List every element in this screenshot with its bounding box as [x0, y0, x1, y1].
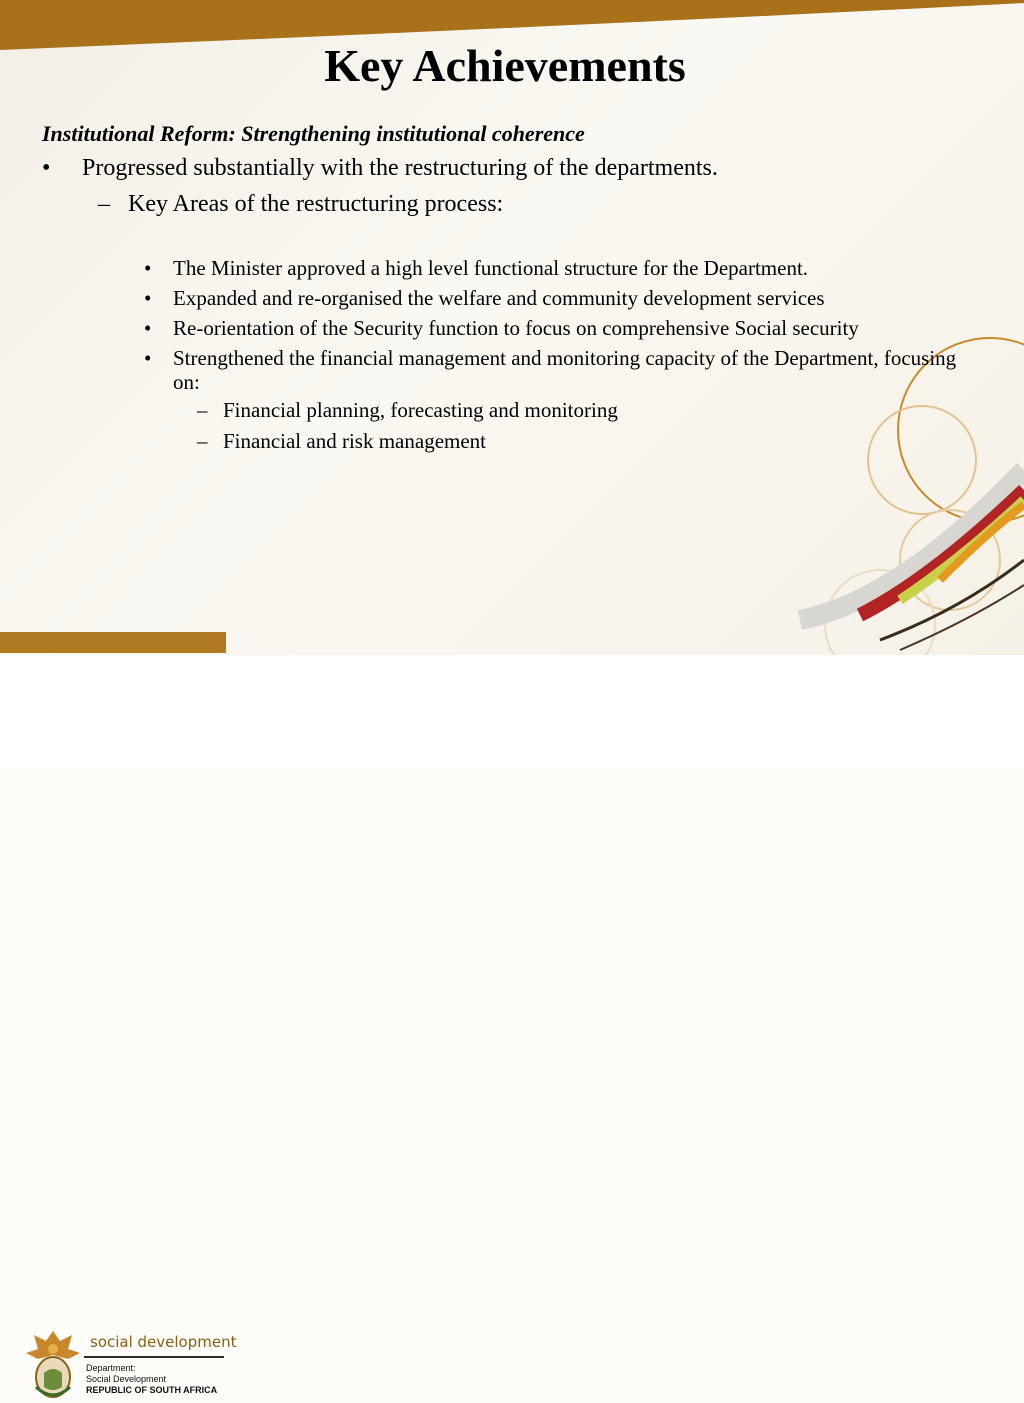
list-item: • Strengthened the financial management and monitoring capacity of the Department, focusing on: – Financial planning, forecasting and monitoring – Financial and risk management	[144, 346, 984, 453]
list-item: – Financial and risk management	[197, 429, 487, 453]
footer	[0, 655, 1024, 1395]
bullet-marker: •	[42, 155, 51, 181]
level2-text: Key Areas of the restructuring process:	[128, 191, 504, 217]
dash-marker: –	[197, 429, 208, 453]
key-areas-list	[144, 256, 984, 460]
level1-bullet-item	[42, 155, 718, 182]
financial-focus-list	[173, 398, 984, 453]
brand-wordmark: social development	[90, 1333, 237, 1351]
bullet-marker: •	[144, 286, 152, 310]
list-item: – Financial planning, forecasting and monitoring	[197, 398, 618, 422]
dash-marker: –	[197, 398, 208, 422]
bullet-marker: •	[144, 316, 152, 340]
list-item: • Re-orientation of the Security function to focus on comprehensive Social security	[144, 316, 859, 340]
bullet-marker: •	[144, 346, 152, 370]
section-subtitle: Institutional Reform: Strengthening institutional coherence	[42, 121, 585, 146]
list-item: • The Minister approved a high level functional structure for the Department.	[144, 256, 809, 280]
bullet-marker: •	[144, 256, 152, 280]
slide	[0, 0, 1024, 655]
level2-bullet-item	[98, 191, 503, 218]
footer-divider	[84, 1356, 224, 1358]
coat-of-arms-icon	[24, 1327, 82, 1403]
level1-text: Progressed substantially with the restructuring of the departments.	[82, 155, 718, 181]
department-label: Department: Social Development REPUBLIC OF SOUTH AFRICA	[86, 1363, 218, 1395]
slide-title: Key Achievements	[324, 40, 686, 91]
footer-accent-bar	[0, 632, 226, 653]
dash-marker: –	[98, 191, 110, 217]
list-item: • Expanded and re-organised the welfare and community development services	[144, 286, 825, 310]
